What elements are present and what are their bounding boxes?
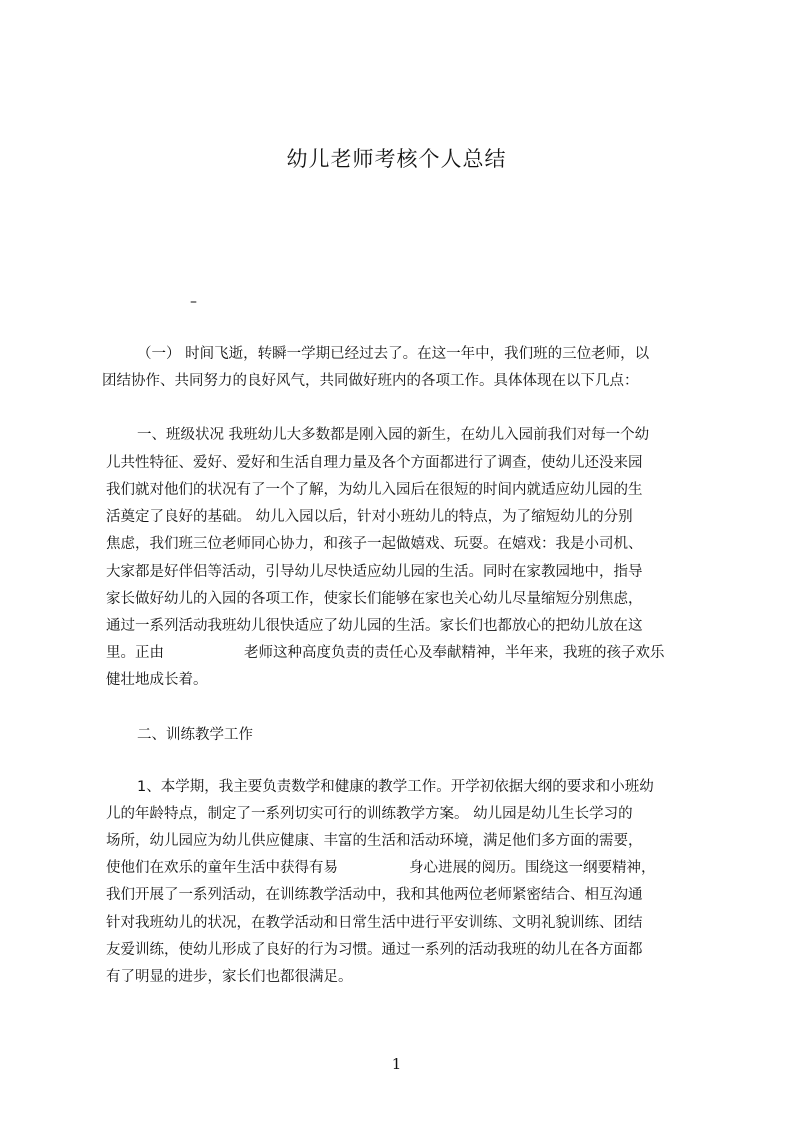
section2-line-2: 儿的年龄特点，制定了一系列切实可行的训练教学方案。 幼儿园是幼儿生长学习的 — [106, 806, 633, 822]
section2-line-3: 场所，幼儿园应为幼儿供应健康、丰富的生活和活动环境，满足他们多方面的需要， — [106, 833, 643, 849]
section1-line-1: 一、班级状况 我班幼儿大多数都是刚入园的新生，在幼儿入园前我们对每一个幼 — [137, 427, 650, 443]
document-title: 幼儿老师考核个人总结 — [286, 147, 507, 171]
section1-line-10: 健壮地成长着。 — [106, 672, 208, 688]
page-number: 1 — [391, 1055, 402, 1073]
section1-line-3: 我们就对他们的状况有了一个了解，为幼儿入园后在很短的时间内就适应幼儿园的生 — [106, 482, 643, 498]
section2-line-1: 1、本学期，我主要负责数学和健康的教学工作。开学初依据大纲的要求和小班幼 — [137, 779, 654, 795]
section2-line-5: 我们开展了一系列活动，在训练教学活动中，我和其他两位老师紧密结合、相互沟通 — [106, 887, 643, 903]
section2-heading: 二、训练教学工作 — [137, 727, 253, 743]
intro-line-1: （一） 时间飞逝，转瞬一学期已经过去了。在这一年中，我们班的三位老师，以 — [137, 346, 650, 362]
section2-line-4b: 身心进展的阅历。围绕这一纲要精神， — [409, 860, 656, 876]
separator-dash: – — [190, 294, 197, 310]
section1-line-9a: 里。正由 — [106, 645, 164, 661]
section2-line-8: 有了明显的进步，家长们也都很满足。 — [106, 969, 353, 985]
section2-line-7: 友爱训练，使幼儿形成了良好的行为习惯。通过一系列的活动我班的幼儿在各方面都 — [106, 942, 643, 958]
section2-line-6: 针对我班幼儿的状况，在教学活动和日常生活中进行平安训练、文明礼貌训练、团结 — [106, 915, 643, 931]
section1-line-8: 通过一系列活动我班幼儿很快适应了幼儿园的生活。家长们也都放心的把幼儿放在这 — [106, 618, 643, 634]
section1-line-2: 儿共性特征、爱好、爱好和生活自理力量及各个方面都进行了调查，使幼儿还没来园 — [106, 455, 643, 471]
section1-line-5: 焦虑，我们班三位老师同心协力，和孩子一起做嬉戏、玩耍。在嬉戏：我是小司机、 — [106, 536, 643, 552]
section1-line-4: 活奠定了良好的基础。 幼儿入园以后，针对小班幼儿的特点，为了缩短幼儿的分别 — [106, 509, 633, 525]
section1-line-7: 家长做好幼儿的入园的各项工作，使家长们能够在家也关心幼儿尽量缩短分别焦虑， — [106, 591, 643, 607]
intro-line-2: 团结协作、共同努力的良好风气，共同做好班内的各项工作。具体体现在以下几点： — [102, 373, 639, 389]
section1-line-9b: 老师这种高度负责的责任心及奉献精神，半年来，我班的孩子欢乐 — [244, 645, 665, 661]
section1-line-6: 大家都是好伴侣等活动，引导幼儿尽快适应幼儿园的生活。同时在家教园地中，指导 — [106, 564, 643, 580]
section2-line-4a: 使他们在欢乐的童年生活中获得有易 — [106, 860, 338, 876]
